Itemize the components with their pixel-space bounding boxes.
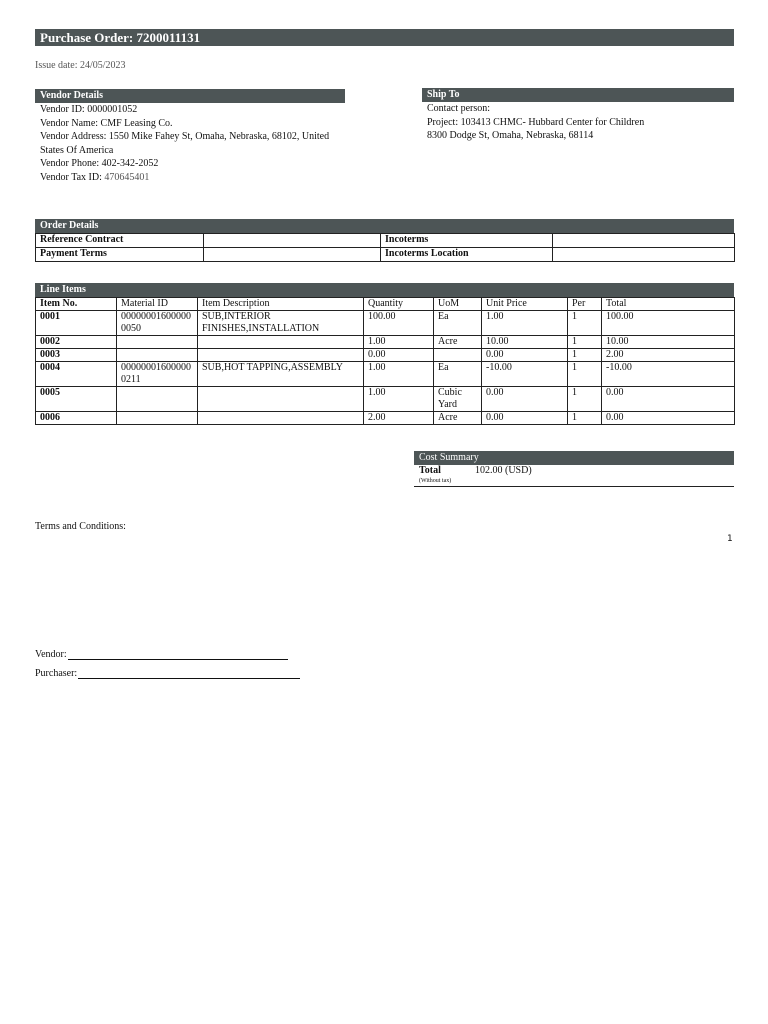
table-row — [36, 412, 735, 425]
column-header-unit-price: Unit Price — [482, 298, 568, 311]
unit-price-cell: -10.00 — [482, 362, 568, 387]
cost-total-value: 102.00 (USD) — [475, 465, 532, 476]
page-number: 1 — [727, 534, 733, 544]
item-description-cell — [198, 387, 364, 412]
line-items-section — [35, 283, 734, 425]
incoterms-value — [553, 234, 735, 248]
total-cell: -10.00 — [602, 362, 735, 387]
vendor-details-section — [35, 89, 345, 185]
item-description-cell — [198, 349, 364, 362]
uom-cell: Acre — [434, 412, 482, 425]
purchaser-signature-line — [78, 668, 300, 679]
incoterms-location-value — [553, 248, 735, 262]
column-header-quantity: Quantity — [364, 298, 434, 311]
purchaser-signature-label: Purchaser: — [35, 668, 78, 679]
quantity-cell: 1.00 — [364, 336, 434, 349]
uom-cell: Ea — [434, 362, 482, 387]
column-header-per: Per — [568, 298, 602, 311]
column-header-material-id: Material ID — [117, 298, 198, 311]
item-no-cell: 0003 — [36, 349, 117, 362]
item-no-cell: 0005 — [36, 387, 117, 412]
material-id-cell — [117, 412, 198, 425]
uom-cell — [434, 349, 482, 362]
vendor-signature — [35, 649, 288, 660]
quantity-cell: 100.00 — [364, 311, 434, 336]
per-cell: 1 — [568, 362, 602, 387]
incoterms-location-label: Incoterms Location — [381, 248, 553, 262]
payment-terms-label: Payment Terms — [36, 248, 204, 262]
unit-price-cell: 0.00 — [482, 387, 568, 412]
unit-price-cell: 0.00 — [482, 349, 568, 362]
ship-to-section — [422, 88, 734, 143]
table-row — [36, 362, 735, 387]
vendor-tax-value: 470645401 — [104, 171, 150, 183]
ship-to-contact: Contact person: — [427, 103, 491, 114]
ship-to-project: Project: 103413 CHMC- Hubbard Center for Children — [427, 116, 645, 128]
table-row — [36, 387, 735, 412]
cost-total-row — [414, 465, 734, 477]
terms-and-conditions: Terms and Conditions: — [35, 521, 126, 532]
column-header-item-description: Item Description — [198, 298, 364, 311]
item-description-cell — [198, 336, 364, 349]
line-items-table — [35, 297, 735, 425]
reference-contract-value — [204, 234, 381, 248]
purchaser-signature — [35, 668, 300, 679]
material-id-cell — [117, 336, 198, 349]
vendor-id: Vendor ID: 0000001052 — [40, 104, 138, 115]
uom-cell: Acre — [434, 336, 482, 349]
per-cell: 1 — [568, 336, 602, 349]
item-no-cell: 0002 — [36, 336, 117, 349]
cost-total-note: (Without tax) — [414, 477, 734, 487]
quantity-cell: 1.00 — [364, 387, 434, 412]
vendor-tax-id — [40, 171, 345, 185]
per-cell: 1 — [568, 412, 602, 425]
per-cell: 1 — [568, 387, 602, 412]
vendor-tax-label: Vendor Tax ID: — [40, 171, 102, 183]
ship-to-heading: Ship To — [422, 88, 734, 102]
total-cell: 2.00 — [602, 349, 735, 362]
per-cell: 1 — [568, 349, 602, 362]
total-cell: 100.00 — [602, 311, 735, 336]
quantity-cell: 2.00 — [364, 412, 434, 425]
vendor-address: Vendor Address: 1550 Mike Fahey St, Omaha, Nebraska, 68102, United States Of America — [40, 131, 330, 156]
uom-cell: Cubic Yard — [434, 387, 482, 412]
total-cell: 0.00 — [602, 387, 735, 412]
cost-summary-section — [414, 451, 734, 487]
order-details-row — [36, 234, 735, 248]
order-details-section — [35, 219, 734, 262]
unit-price-cell: 0.00 — [482, 412, 568, 425]
order-details-row — [36, 248, 735, 262]
quantity-cell: 1.00 — [364, 362, 434, 387]
cost-total-label: Total — [419, 465, 441, 476]
column-header-uom: UoM — [434, 298, 482, 311]
payment-terms-value — [204, 248, 381, 262]
line-items-header-row — [36, 298, 735, 311]
column-header-total: Total — [602, 298, 735, 311]
item-description-cell: SUB,HOT TAPPING,ASSEMBLY — [198, 362, 364, 387]
reference-contract-label: Reference Contract — [36, 234, 204, 248]
order-details-heading: Order Details — [35, 219, 734, 233]
material-id-cell — [117, 387, 198, 412]
vendor-signature-line — [68, 649, 288, 660]
vendor-signature-label: Vendor: — [35, 649, 67, 660]
item-no-cell: 0006 — [36, 412, 117, 425]
cost-summary-heading: Cost Summary — [414, 451, 734, 465]
order-details-table — [35, 233, 735, 262]
ship-to-address: 8300 Dodge St, Omaha, Nebraska, 68114 — [427, 130, 594, 142]
item-no-cell: 0004 — [36, 362, 117, 387]
purchase-order-title: Purchase Order: 7200011131 — [35, 29, 734, 46]
table-row — [36, 311, 735, 336]
material-id-cell: 000000016000000211 — [117, 362, 198, 387]
uom-cell: Ea — [434, 311, 482, 336]
vendor-name: Vendor Name: CMF Leasing Co. — [40, 117, 173, 129]
vendor-phone: Vendor Phone: 402-342-2052 — [40, 158, 159, 170]
vendor-details-heading: Vendor Details — [35, 89, 345, 103]
material-id-cell: 000000016000000050 — [117, 311, 198, 336]
issue-date: Issue date: 24/05/2023 — [35, 60, 126, 71]
unit-price-cell: 10.00 — [482, 336, 568, 349]
incoterms-label: Incoterms — [381, 234, 553, 248]
item-description-cell — [198, 412, 364, 425]
item-description-cell: SUB,INTERIOR FINISHES,INSTALLATION — [198, 311, 364, 336]
material-id-cell — [117, 349, 198, 362]
item-no-cell: 0001 — [36, 311, 117, 336]
total-cell: 0.00 — [602, 412, 735, 425]
unit-price-cell: 1.00 — [482, 311, 568, 336]
per-cell: 1 — [568, 311, 602, 336]
table-row — [36, 349, 735, 362]
column-header-item-no: Item No. — [36, 298, 117, 311]
total-cell: 10.00 — [602, 336, 735, 349]
quantity-cell: 0.00 — [364, 349, 434, 362]
table-row — [36, 336, 735, 349]
line-items-heading: Line Items — [35, 283, 734, 297]
